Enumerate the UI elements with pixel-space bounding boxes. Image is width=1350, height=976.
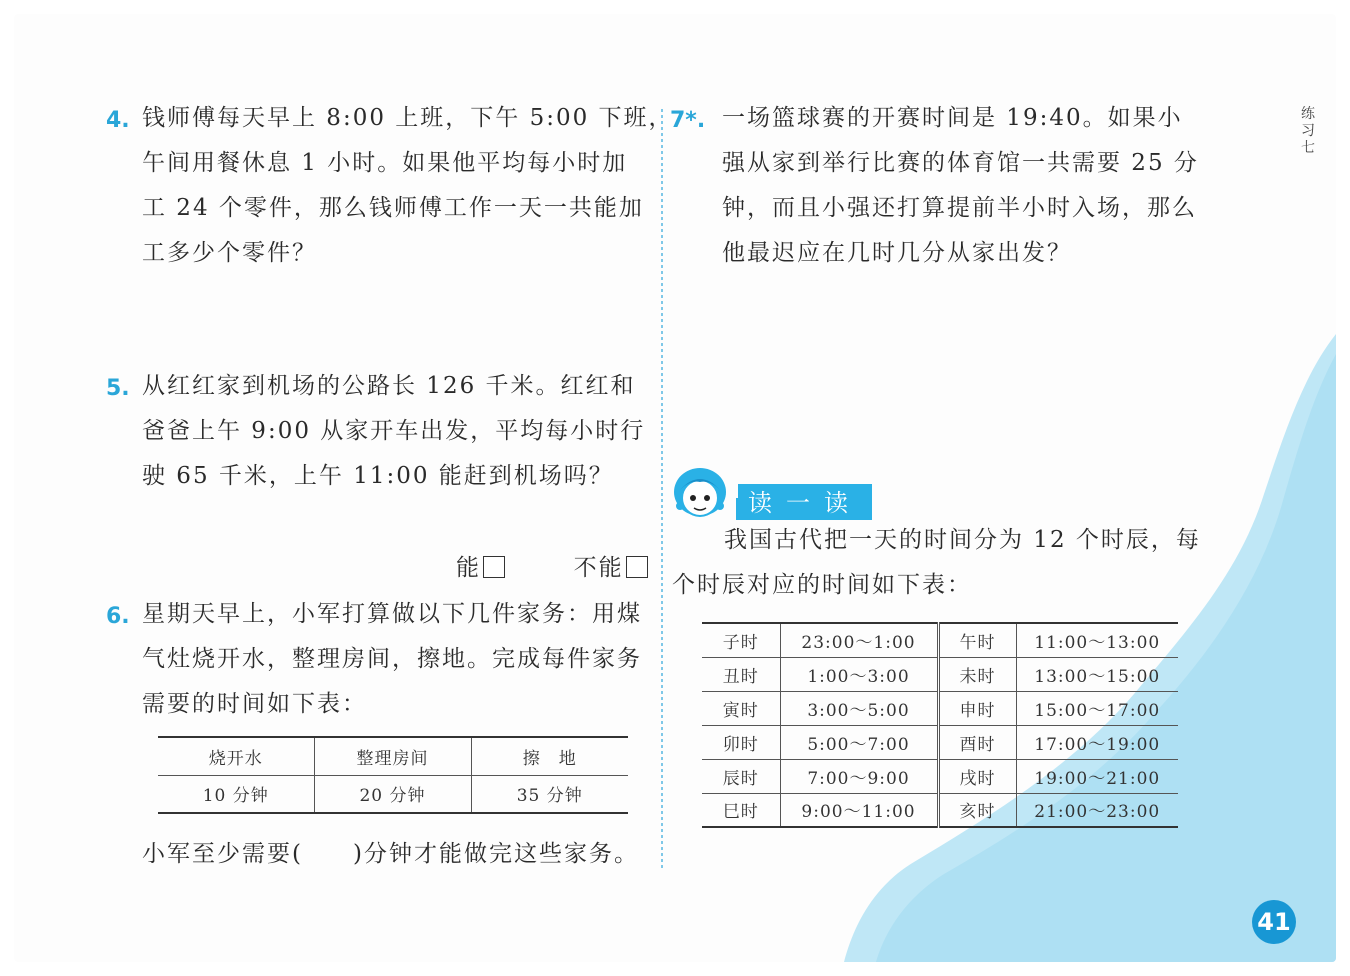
shichen-name: 戌时 (938, 759, 1016, 793)
question-4-line: 午间用餐休息 1 小时。如果他平均每小时加 (142, 150, 628, 176)
question-4-line: 工 24 个零件，那么钱师傅工作一天一共能加 (142, 195, 644, 221)
option-yes-label: 能 (456, 555, 481, 581)
question-5-text (142, 364, 645, 499)
question-7-line: 他最迟应在几时几分从家出发？ (722, 240, 1072, 266)
question-7-text (722, 96, 1199, 276)
question-4-text (142, 96, 674, 276)
shichen-time: 23:00～1:00 (780, 623, 938, 657)
shichen-name: 辰时 (702, 759, 780, 793)
reading-text (672, 518, 1201, 608)
shichen-table (702, 622, 1178, 828)
chores-value: 10 分钟 (158, 775, 314, 813)
option-no-checkbox[interactable] (626, 556, 648, 578)
question-7-number: 7*. (670, 108, 706, 133)
question-7-line: 钟，而且小强还打算提前半小时入场，那么 (722, 195, 1197, 221)
question-6-line: 气灶烧开水，整理房间，擦地。完成每件家务 (142, 646, 642, 672)
question-5-line: 驶 65 千米，上午 11:00 能赶到机场吗？ (142, 463, 614, 489)
chores-header: 擦 地 (522, 748, 577, 769)
question-5-options (456, 546, 648, 591)
shichen-name: 卯时 (702, 725, 780, 759)
option-no-label: 不能 (573, 555, 624, 581)
shichen-name: 午时 (938, 623, 1016, 657)
workbook-page (14, 14, 1336, 962)
shichen-name: 酉时 (938, 725, 1016, 759)
section-label: 练习七 (1301, 106, 1315, 156)
shichen-time: 7:00～9:00 (780, 759, 938, 793)
shichen-time: 3:00～5:00 (780, 691, 938, 725)
question-6-answer-line: 小军至少需要( )分钟才能做完这些家务。 (142, 841, 639, 867)
question-5-line: 从红红家到机场的公路长 126 千米。红红和 (142, 373, 636, 399)
chores-header: 烧开水 (158, 737, 314, 775)
question-6-line: 星期天早上，小军打算做以下几件家务：用煤 (142, 601, 642, 627)
question-5-line: 爸爸上午 9:00 从家开车出发，平均每小时行 (142, 418, 646, 444)
shichen-time: 1:00～3:00 (780, 657, 938, 691)
question-5-number: 5. (106, 376, 130, 401)
chores-table (158, 736, 628, 814)
shichen-name: 寅时 (702, 691, 780, 725)
shichen-time: 13:00～15:00 (1034, 666, 1161, 687)
shichen-name: 申时 (938, 691, 1016, 725)
question-7-line: 强从家到举行比赛的体育馆一共需要 25 分 (722, 150, 1199, 176)
shichen-name: 巳时 (702, 793, 780, 827)
shichen-name: 丑时 (702, 657, 780, 691)
reading-title: 读一读 (738, 484, 872, 520)
option-yes-checkbox[interactable] (483, 556, 505, 578)
chores-header: 整理房间 (314, 737, 471, 775)
shichen-time: 15:00～17:00 (1034, 700, 1161, 721)
reading-line: 我国古代把一天的时间分为 12 个时辰，每 (724, 527, 1201, 553)
reading-line: 个时辰对应的时间如下表： (672, 572, 972, 598)
question-6-text (142, 592, 642, 727)
shichen-name: 子时 (702, 623, 780, 657)
page-number: 41 (1252, 900, 1296, 944)
shichen-time: 17:00～19:00 (1034, 734, 1161, 755)
question-6-number: 6. (106, 604, 130, 629)
question-4-line: 工多少个零件？ (142, 240, 317, 266)
chores-value: 20 分钟 (314, 775, 471, 813)
question-7-line: 一场篮球赛的开赛时间是 19:40。如果小 (722, 105, 1183, 131)
question-4-line: 钱师傅每天早上 8:00 上班，下午 5:00 下班， (142, 105, 674, 131)
shichen-time: 11:00～13:00 (1034, 632, 1161, 653)
shichen-time: 19:00～21:00 (1034, 768, 1161, 789)
question-6-line: 需要的时间如下表： (142, 691, 367, 717)
question-4-number: 4. (106, 108, 130, 133)
shichen-name: 亥时 (938, 793, 1016, 827)
shichen-time: 9:00～11:00 (780, 793, 938, 827)
chores-value: 35 分钟 (516, 786, 583, 807)
shichen-time: 5:00～7:00 (780, 725, 938, 759)
shichen-time: 21:00～23:00 (1034, 802, 1161, 823)
shichen-name: 未时 (938, 657, 1016, 691)
